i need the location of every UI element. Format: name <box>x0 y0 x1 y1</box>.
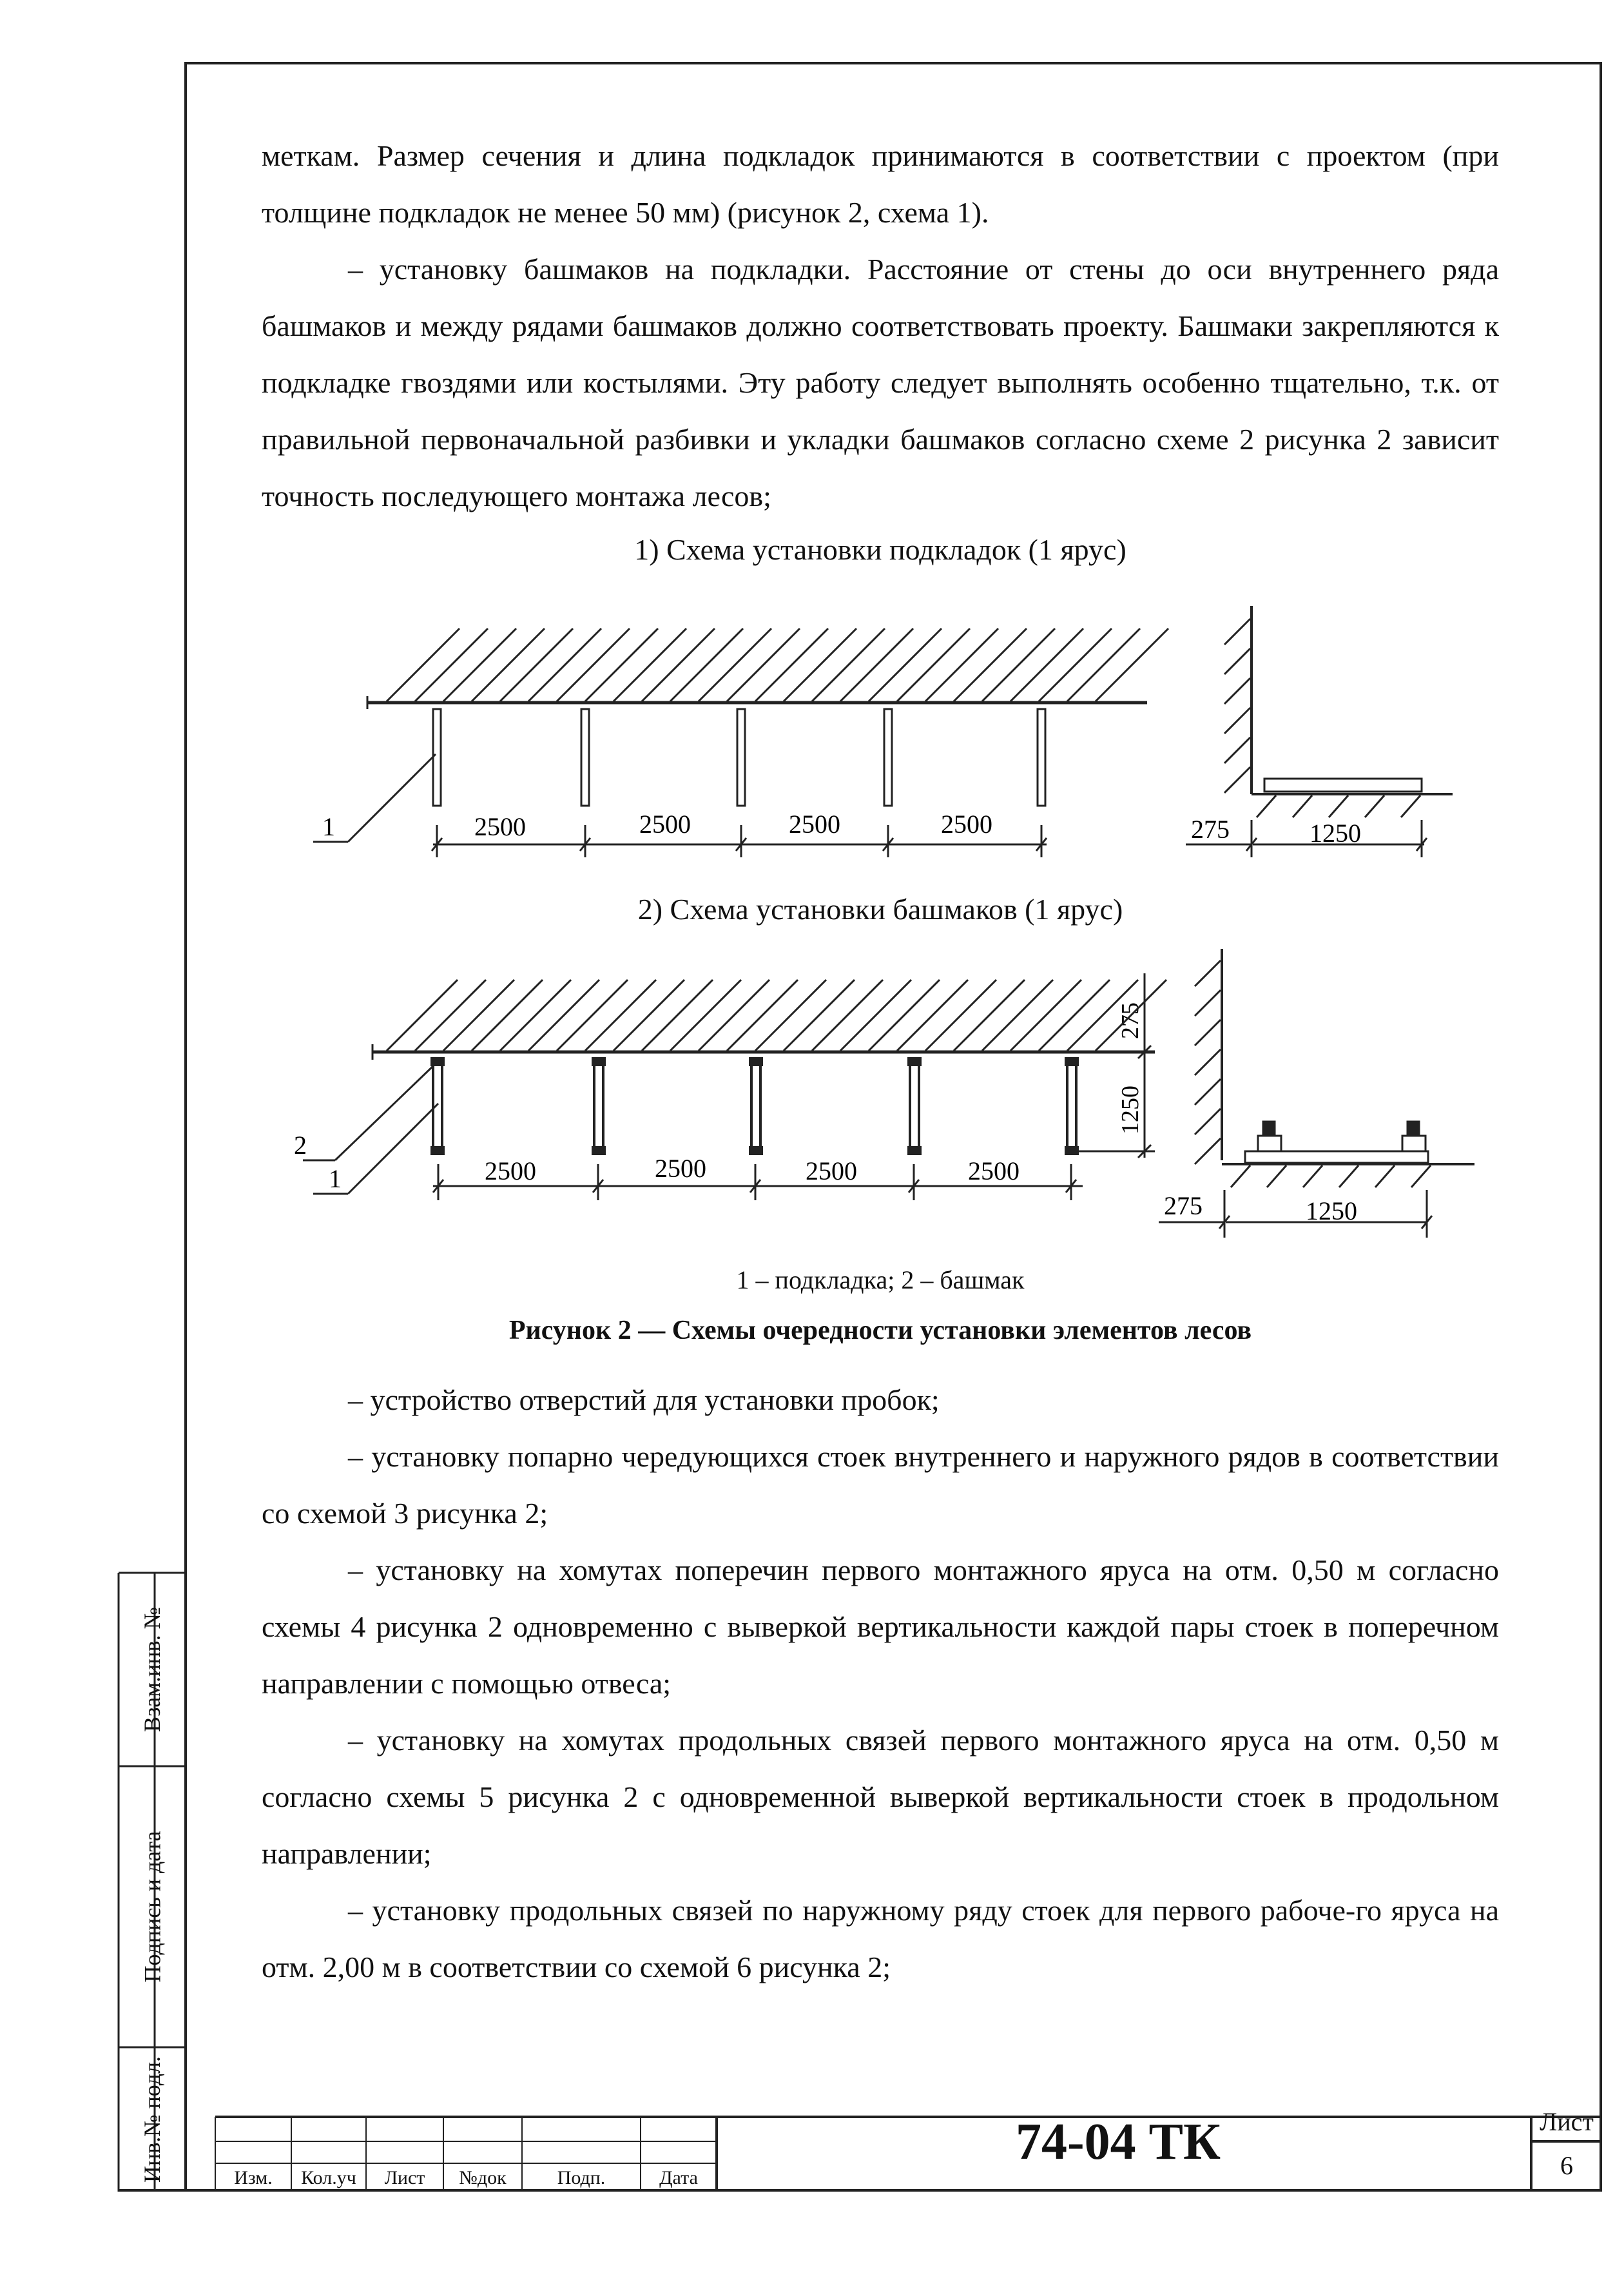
dim-2500: 2500 <box>474 812 526 841</box>
label-2: 2 <box>294 1131 307 1160</box>
dim-275: 275 <box>1117 1002 1144 1039</box>
paragraph: – установку на хомутах продольных связей первого монтажного яруса на отм. 0,50 м согласно схемы 5 рисунка 2 с одновременной выверкой вертикальности стоек в продольном направлении; <box>262 1724 1499 1870</box>
dim-275: 275 <box>1191 815 1230 844</box>
dim-2500: 2500 <box>639 810 691 839</box>
dim-275: 275 <box>1164 1191 1203 1220</box>
tb-header-date: Дата <box>659 2167 698 2188</box>
tb-header-signature: Подп. <box>557 2167 606 2188</box>
dim-1250: 1250 <box>1117 1085 1144 1134</box>
label-1: 1 <box>322 812 335 841</box>
scheme2-title: 2) Схема установки башмаков (1 ярус) <box>637 893 1123 926</box>
stamp-label: Взам.инв. № <box>139 1607 165 1732</box>
dim-2500: 2500 <box>655 1154 706 1183</box>
paragraph: – устройство отверстий для установки пробок; <box>348 1383 940 1416</box>
sheet-number: 6 <box>1560 2151 1573 2180</box>
tb-header-sheet: Лист <box>384 2167 425 2188</box>
dim-1250: 1250 <box>1306 1196 1357 1225</box>
paragraph: – установку на хомутах поперечин первого монтажного яруса на отм. 0,50 м согласно схемы 4 рисунка 2 одновременно с выверкой вертикальности каждой пары стоек в поперечном направлении с помощью отвеса; <box>262 1553 1499 1700</box>
label-1: 1 <box>329 1164 342 1193</box>
tb-header-count: Кол.уч <box>301 2167 356 2188</box>
dim-2500: 2500 <box>806 1156 857 1185</box>
paragraph: – установку башмаков на подкладки. Расстояние от стены до оси внутреннего ряда башмаков и между рядами башмаков должно соответствовать проекту. Башмаки закрепляются к подкладке гвоздями или костылями. Эту работу следует выполнять особенно тщательно, т.к. от правильной первоначальной разбивки и укладки башмаков согласно схеме 2 рисунка 2 зависит точность последующего монтажа лесов; <box>262 253 1499 512</box>
dim-2500: 2500 <box>968 1156 1020 1185</box>
document-code: 74-04 ТК <box>1015 2114 1221 2170</box>
paragraph: – установку попарно чередующихся стоек внутреннего и наружного рядов в соответствии со схемой 3 рисунка 2; <box>262 1440 1499 1530</box>
scheme1-title: 1) Схема установки подкладок (1 ярус) <box>634 533 1126 566</box>
paragraph: меткам. Размер сечения и длина подкладок принимаются в соответствии с проектом (при толщине подкладок не менее 50 мм) (рисунок 2, схема 1). <box>262 139 1499 229</box>
tb-header-change: Изм. <box>234 2167 273 2188</box>
dim-1250: 1250 <box>1310 819 1361 848</box>
stamp-label: Инв.№ подл. <box>139 2056 165 2183</box>
stamp-label: Подпись и дата <box>139 1831 166 1983</box>
figure-legend: 1 – подкладка; 2 – башмак <box>736 1265 1025 1294</box>
paragraph: – установку продольных связей по наружному ряду стоек для первого рабоче-го яруса на отм. 2,00 м в соответствии со схемой 6 рисунка 2; <box>262 1894 1499 1983</box>
dim-2500: 2500 <box>789 810 840 839</box>
dim-2500: 2500 <box>485 1156 536 1185</box>
tb-header-docnum: №док <box>459 2167 507 2188</box>
figure-caption: Рисунок 2 — Схемы очередности установки элементов лесов <box>508 1316 1252 1345</box>
sheet-label: Лист <box>1540 2107 1594 2136</box>
dim-2500: 2500 <box>941 810 992 839</box>
